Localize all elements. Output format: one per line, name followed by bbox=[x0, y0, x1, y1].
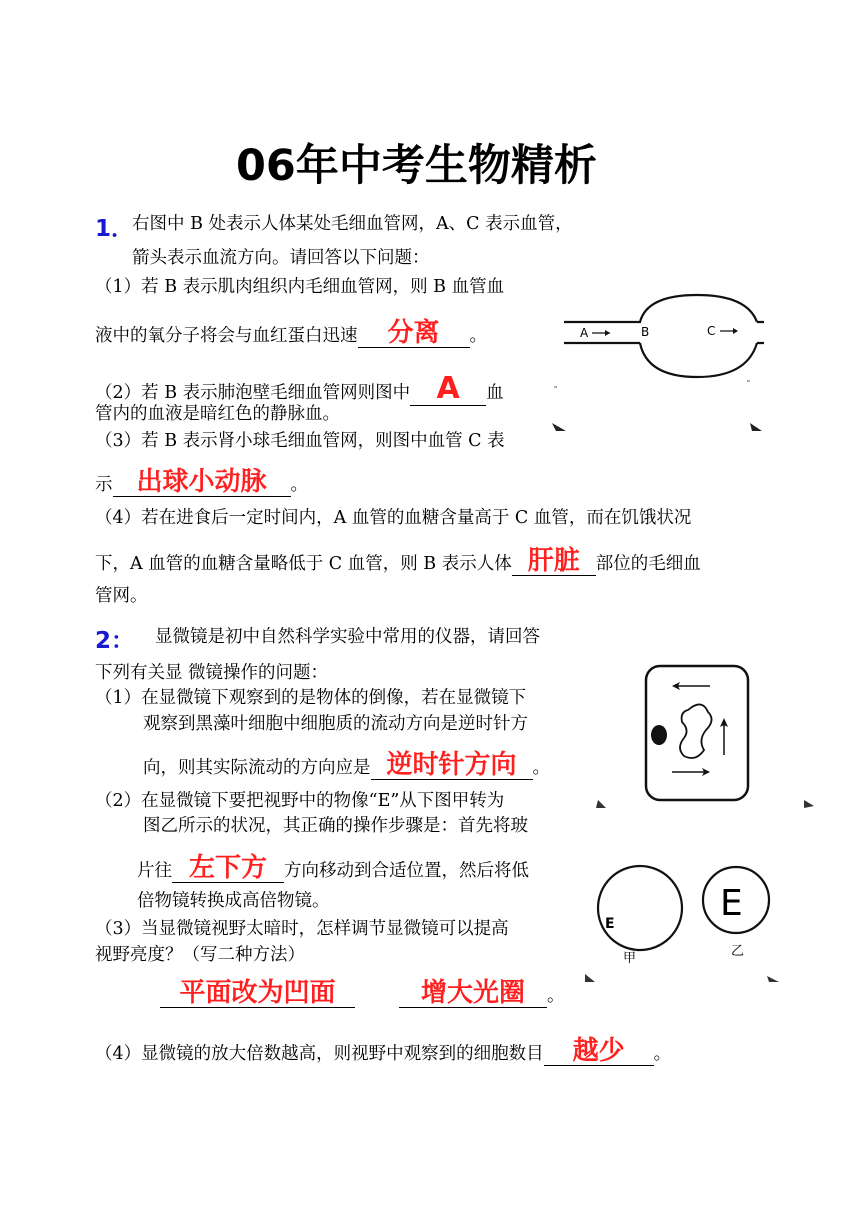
figure-label-a: A bbox=[580, 326, 589, 340]
q1-answer-1: 分离 bbox=[358, 320, 470, 348]
q2-part4-line: （4）显微镜的放大倍数越高，则视野中观察到的细胞数目 越少 。 bbox=[95, 1036, 672, 1066]
q2-intro-line1: 显微镜是初中自然科学实验中常用的仪器，请回答 bbox=[155, 627, 540, 647]
q1-intro-line2: 箭头表示血流方向。请回答以下问题： bbox=[132, 248, 430, 268]
q2-answer-1: 逆时针方向 bbox=[371, 752, 533, 780]
field-jia-e: E bbox=[605, 916, 615, 932]
q2-part3-answers: 平面改为凹面 增大光圈 。 bbox=[160, 980, 565, 1008]
q1-part2-line2: 管内的血液是暗红色的静脉血。 bbox=[95, 404, 340, 424]
q1-answer-2: A bbox=[410, 373, 486, 406]
figure-label-b: B bbox=[641, 325, 650, 339]
page-title: 06年中考生物精析 bbox=[236, 141, 597, 191]
q2-part3-line1: （3）当显微镜视野太暗时，怎样调节显微镜可以提高 bbox=[95, 919, 509, 939]
q2-intro-line2: 下列有关显 微镜操作的问题： bbox=[95, 663, 329, 683]
q1-part1-line1: （1）若 B 表示肌肉组织内毛细血管网，则 B 血管血 bbox=[95, 277, 505, 297]
capillary-diagram bbox=[552, 285, 767, 435]
q2-answer-3b: 增大光圈 bbox=[399, 980, 547, 1008]
q1-part4-line2: 下，A 血管的血糖含量略低于 C 血管，则 B 表示人体 肝脏 部位的毛细血 bbox=[95, 546, 701, 576]
cell-flow-diagram bbox=[592, 660, 817, 810]
q2-part2-line2: 图乙所示的状况，其正确的操作步骤是：首先将玻 bbox=[143, 816, 528, 836]
q1-part4-line1: （4）若在进食后一定时间内，A 血管的血糖含量高于 C 血管，而在饥饿状况 bbox=[95, 508, 692, 528]
question-1-number: 1． bbox=[95, 216, 135, 242]
q1-part4-line3: 管网。 bbox=[95, 586, 148, 606]
q2-answer-4: 越少 bbox=[544, 1038, 654, 1066]
q1-part1-line2: 液中的氧分子将会与血红蛋白迅速 分离 。 bbox=[95, 318, 487, 348]
q2-part1-line2: 观察到黑藻叶细胞中细胞质的流动方向是逆时针方 bbox=[143, 714, 528, 734]
q2-part3-line2: 视野亮度？（写二种方法） bbox=[95, 945, 305, 965]
label-yi: 乙 bbox=[731, 944, 745, 959]
q1-answer-4: 肝脏 bbox=[512, 548, 596, 576]
microscope-fields-diagram bbox=[585, 850, 785, 985]
question-2-number: 2： bbox=[95, 628, 135, 654]
q2-answer-2: 左下方 bbox=[172, 855, 284, 883]
q2-part2-line4: 倍物镜转换成高倍物镜。 bbox=[137, 891, 330, 911]
q2-answer-3a: 平面改为凹面 bbox=[160, 980, 355, 1008]
q1-part3-line2: 示 出球小动脉 。 bbox=[95, 467, 308, 497]
q2-part1-line1: （1）在显微镜下观察到的是物体的倒像，若在显微镜下 bbox=[95, 688, 527, 708]
q2-part2-line1: （2）在显微镜下要把视野中的物像“E”从下图甲转为 bbox=[95, 791, 505, 811]
q1-intro-line1: 右图中 B 处表示人体某处毛细血管网，A、C 表示血管， bbox=[132, 214, 573, 234]
field-yi-e: E bbox=[720, 883, 743, 924]
q1-answer-3: 出球小动脉 bbox=[113, 469, 291, 497]
q1-part3-line1: （3）若 B 表示肾小球毛细血管网，则图中血管 C 表 bbox=[95, 431, 505, 451]
q2-part1-line3: 向，则其实际流动的方向应是 逆时针方向 。 bbox=[143, 750, 550, 780]
q2-part2-line3: 片往 左下方 方向移动到合适位置，然后将低 bbox=[137, 853, 529, 883]
q1-part2-line1: （2）若 B 表示肺泡壁毛细血管网则图中 A 血 bbox=[95, 371, 504, 406]
label-jia: 甲 bbox=[623, 951, 637, 966]
figure-label-c: C bbox=[707, 324, 716, 338]
